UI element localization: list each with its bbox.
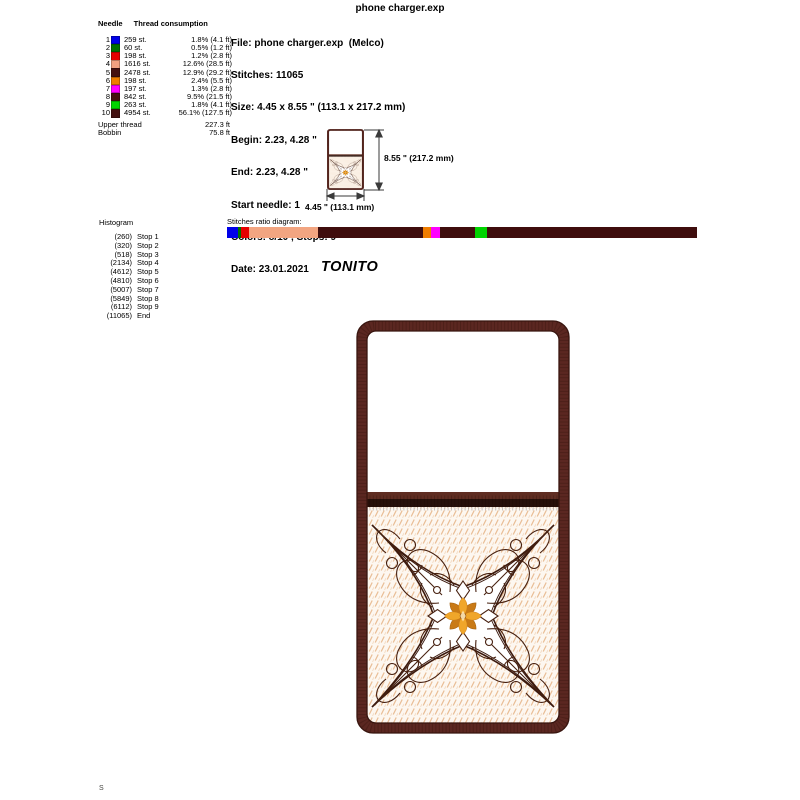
thread-consumption-value: 1.8% (4.1 ft) [191, 100, 232, 110]
needle-column-header: Needle [98, 19, 123, 28]
needle-number: 8 [105, 91, 110, 101]
stitch-count: 198 st. [124, 75, 147, 85]
stitch-count-at-stop: (5007) [110, 284, 132, 294]
needle-table-header [98, 19, 208, 28]
file-info-line: Begin: 2.23, 4.28 " [231, 134, 317, 146]
stitch-count-at-stop: (4612) [110, 267, 132, 277]
stitch-count-at-stop: (5849) [110, 293, 132, 303]
file-info-line: File: phone charger.exp (Melco) [231, 37, 384, 49]
needle-number: 4 [105, 59, 110, 69]
stitch-count: 1616 st. [124, 59, 151, 69]
stitch-count: 263 st. [124, 100, 147, 110]
height-dimension-label: 8.55 " (217.2 mm) [384, 153, 454, 163]
ratio-segment [431, 227, 439, 238]
needle-number: 1 [105, 35, 110, 44]
stop-label: Stop 6 [137, 275, 159, 285]
stitch-count: 842 st. [124, 91, 147, 101]
stitch-count: 2478 st. [124, 67, 151, 77]
stitch-count-at-stop: (11065) [106, 311, 132, 321]
footer-mark: S [99, 785, 104, 792]
brand-text: TONITO [321, 259, 379, 275]
window-title: phone charger.exp [355, 3, 445, 14]
needle-number: 5 [105, 67, 110, 77]
needle-number: 9 [105, 100, 110, 110]
thread-consumption-column-header: Thread consumption [133, 19, 208, 28]
bobbin-row [98, 129, 230, 137]
histogram-title: Histogram [99, 218, 134, 227]
stop-label: Stop 9 [137, 302, 159, 312]
stitch-count-at-stop: (320) [114, 240, 132, 250]
stitch-count-at-stop: (6112) [110, 302, 132, 312]
main-design-preview [356, 320, 570, 734]
upper-thread-value: 227.3 ft [204, 120, 230, 129]
thread-consumption-value: 2.4% (5.5 ft) [191, 75, 232, 85]
file-info-line: Size: 4.45 x 8.55 " (113.1 x 217.2 mm) [231, 102, 406, 114]
file-info-line: Stitches: 11065 [231, 69, 304, 81]
stitch-count: 197 st. [124, 83, 147, 93]
thread-consumption-value: 1.3% (2.8 ft) [191, 83, 232, 93]
thread-consumption-value: 0.5% (1.2 ft) [191, 43, 232, 53]
stitch-count: 259 st. [124, 35, 147, 44]
stitch-count: 4954 st. [124, 108, 151, 118]
needle-table-row [98, 109, 232, 117]
stop-label: Stop 5 [137, 267, 159, 277]
stitch-count: 60 st. [124, 43, 143, 53]
ratio-segment [487, 227, 697, 238]
ratio-segment [249, 227, 318, 238]
bobbin-value: 75.8 ft [209, 128, 230, 138]
stop-label: Stop 3 [137, 249, 159, 259]
histogram-list [98, 233, 159, 321]
stitch-count-at-stop: (260) [114, 232, 132, 241]
stitches-ratio-bar [227, 227, 697, 238]
needle-table [98, 36, 232, 117]
bobbin-label: Bobbin [98, 128, 122, 138]
ratio-segment [241, 227, 249, 238]
stitches-ratio-diagram-label: Stitches ratio diagram: [227, 217, 302, 226]
stop-label: Stop 7 [137, 284, 159, 294]
stitch-count-at-stop: (518) [114, 249, 132, 259]
thread-consumption-value: 9.5% (21.5 ft) [186, 91, 232, 101]
thread-consumption-value: 1.2% (2.8 ft) [191, 51, 232, 61]
needle-number: 6 [105, 75, 110, 85]
ratio-segment [318, 227, 423, 238]
upper-thread-label: Upper thread [98, 120, 142, 129]
histogram-row [98, 312, 159, 321]
stop-label: End [137, 311, 151, 321]
thread-color-swatch [111, 109, 120, 118]
thread-consumption-value: 12.9% (29.2 ft) [182, 67, 232, 77]
stitch-count: 198 st. [124, 51, 147, 61]
ratio-segment [423, 227, 431, 238]
thread-consumption-value: 56.1% (127.5 ft) [178, 108, 232, 118]
thread-totals [98, 121, 230, 137]
stitch-count-at-stop: (4810) [110, 275, 132, 285]
needle-number: 3 [105, 51, 110, 61]
stop-label: Stop 8 [137, 293, 159, 303]
ratio-segment [227, 227, 238, 238]
stop-label: Stop 1 [137, 232, 159, 241]
stitch-count-at-stop: (2134) [110, 258, 132, 268]
needle-number: 7 [105, 83, 110, 93]
ratio-segment [440, 227, 476, 238]
file-info-line: End: 2.23, 4.28 " [231, 167, 308, 179]
stop-label: Stop 4 [137, 258, 159, 268]
needle-number: 10 [101, 108, 110, 118]
thread-consumption-value: 12.6% (28.5 ft) [182, 59, 232, 69]
stop-label: Stop 2 [137, 240, 159, 250]
thread-consumption-value: 1.8% (4.1 ft) [191, 35, 232, 44]
design-thumbnail [327, 129, 364, 190]
file-info-line: Date: 23.01.2021 [231, 264, 309, 276]
file-info-line: Start needle: 1 [231, 199, 300, 211]
needle-number: 2 [105, 43, 110, 53]
ratio-segment [475, 227, 486, 238]
width-dimension-label: 4.45 " (113.1 mm) [305, 202, 375, 212]
